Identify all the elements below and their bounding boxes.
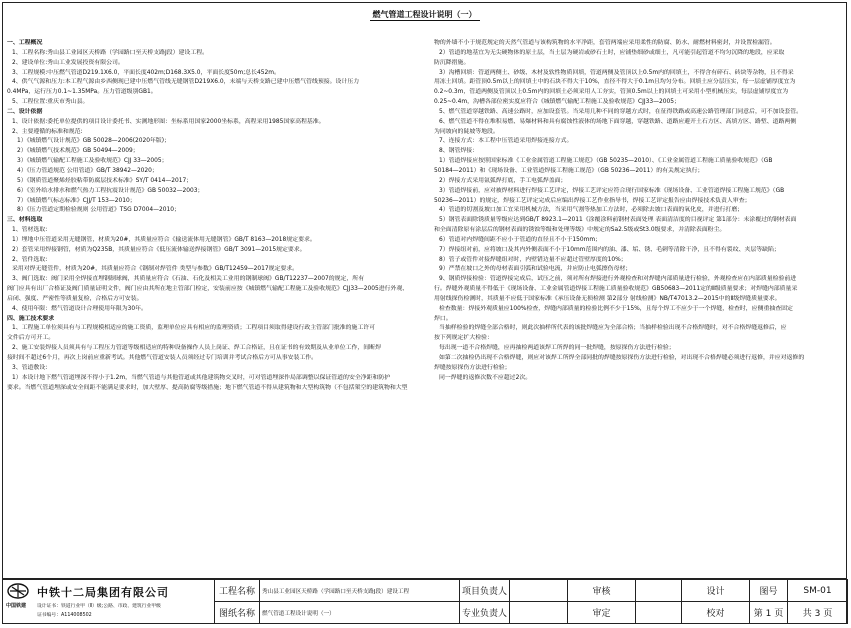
section-heading: 二、设计依据 — [7, 108, 43, 115]
text-line: 0.25~0.4m，沟槽各部位密实度应符合《城镇燃气输配工程施工及验收规范》CJJ33—2005； — [434, 99, 680, 106]
text-line: 检查数量：焊接外观质量应100%检查，焊缝内部质量的检验比例不少于15%，且每个焊工不应少于一个焊缝，检查时，应侧重抽查固定 — [439, 305, 793, 312]
text-line: 文件后方可开工。 — [7, 335, 55, 342]
text-line: 3、阀门选取：阀门采用全焊接直埋钢制球阀，其质量应符合《石油、石化及相关工业用的钢制球阀》GB/T12237—2007的规定，所有 — [12, 276, 365, 283]
project-name-value: 秀山县工业园区天桥路（学园路口至天桥支路J段）建设工程 — [260, 580, 460, 602]
text-line: 当抽样检验的焊缝全部合格时，则此次抽样所代表的该批焊缝应为全部合格；当抽样检验出现不合格焊缝时，对不合格焊缝返修后，应 — [439, 325, 787, 332]
text-line: 8）管子或管件对接焊缝组对时，内壁错边量不应超过管壁厚度的10%； — [439, 256, 627, 263]
text-line: 2）管道的地基宜为无尖硬物体的原土层，当土层为硬岩或砂石土时，应铺垫细砂或细土，凡可能引起管道不均匀沉降的地段，应采取 — [439, 49, 785, 56]
text-line: 1）《城镇燃气设计规范》GB 50028—2006(2020年版)； — [17, 138, 170, 145]
page-total: 共 3 页 — [788, 602, 848, 624]
text-line: 物的外墙不小于规范规定的天然气管道与该构筑物的水平净距，套管两端应采用柔性的防腐、防水、耐燃材料密封，并设置检漏管。 — [434, 40, 776, 46]
text-line: 阀门应具有出厂合格证及阀门质量证明文件，阀门应由其所在地主管部门检定，安装前应按《城镇燃气输配工程施工及验收规范》CJJ33—2005进行外观、 — [7, 286, 409, 293]
text-line: 50184—2011）和《现场设备、工业管道焊接工程施工规范》（GB 50236—2011）的有关规定执行； — [434, 167, 704, 174]
text-line: 行。焊缝外观质量不得低于《现场设备、工业金属管道焊接工程施工质量验收规范》GB50683—2011定的Ⅱ级质量要求；对焊缝内部质量采 — [434, 286, 798, 293]
text-line: 1）埋地中压管道采用无缝钢管，材质为20#，其质量应符合《输送流体用无缝钢管》GB/T 8163—2018规定要求。 — [12, 236, 316, 243]
review-label: 审核 — [568, 580, 636, 602]
text-line: 焊口。 — [434, 315, 452, 322]
text-line: 2）焊接方式采用氩弧焊打底，手工电弧焊盖面； — [439, 177, 567, 184]
text-line: 2、管件选取: — [12, 256, 48, 263]
text-line: 3）沟槽回填：管道两侧土、砂级、木材及软性物质回填，管道两侧及管顶以上0.5m内的回填土，不得含有碎石、砖块等杂物，且不得采 — [439, 69, 794, 76]
text-line: 3）《城镇燃气输配工程施工及验收规范》CJJ 33—2005； — [17, 158, 168, 165]
text-line: 用冻土回填。距管顶0.5m以上的回填土中的石块不得大于10%，直径不得大于0.1m且均匀分布。回填土应分层压实，每一层虚铺厚度宜为 — [434, 79, 796, 86]
section-heading: 四、施工技术要求 — [7, 315, 55, 322]
text-line: 用射线探伤检测时，其质量不应低于国家标准《承压设备无损检测 第2部分 射线检测》NB/T47013.2—2015中的Ⅱ级焊缝质量要求。 — [434, 295, 781, 302]
text-line: 2）《城镇燃气技术规范》GB 50494—2009； — [17, 148, 139, 155]
review-value — [636, 580, 682, 602]
text-line: 0.4MPa，运行压力0.1~1.35MPa。压力管道级别GB1。 — [7, 89, 157, 96]
text-line: 防沉降措施。 — [434, 59, 470, 66]
left-text-column — [7, 39, 419, 393]
text-line: 2、主要遵循的标准和规范: — [12, 128, 83, 135]
specialty-lead-label: 专业负责人 — [460, 602, 510, 624]
text-line: 4、使用年限：燃气管道设计合理使用年限为30年。 — [12, 305, 147, 312]
text-line: 3、管道敷设: — [12, 364, 48, 371]
specialty-lead-value — [510, 602, 568, 624]
text-line: 5、工程位置:重庆市秀山县。 — [12, 99, 89, 106]
section-heading: 一、工程概况 — [7, 40, 43, 46]
drawing-number: SM-01 — [788, 580, 848, 602]
company-short-name: 中国铁建 — [6, 603, 27, 609]
text-line: 4）管道的切割及坡口加工宜采用机械方法，当采用气割等热加工方法时，必须除去坡口表面的氧化皮，并进行打磨； — [439, 207, 744, 214]
text-line: 焊缝按原探伤方法进行检验； — [434, 364, 511, 371]
text-line: 要求。当燃气管道埋深或安全间距不能满足要求时，加大壁厚、提高防腐等级措施；地下燃气管道不得从建筑物和大型构筑物（不包括架空的建筑物和大型 — [7, 384, 408, 391]
text-line: 2、施工安装焊接人员须具有与工程压力管道等级相适应的特种设备操作人员上岗证、焊工合格证，且在证书的有效期及从业单位工作，间断焊 — [12, 345, 381, 352]
text-line: 接时间不超过6个月，再次上岗前应重新考试。其他燃气管道安装人员须经过专门培训并考试合格后方可从事安装工作。 — [7, 355, 318, 361]
text-line: 2）套管采用焊接钢管，材质为Q235B，其质量应符合《低压流体输送焊接钢管》GB/T 3091—2015规定要求。 — [12, 246, 306, 253]
right-text-column — [434, 39, 846, 384]
text-line: 7）《城镇燃气标志标准》CJJ/T 153—2010； — [17, 197, 136, 204]
drawing-name-value: 燃气管道工程设计说明（一） — [260, 602, 460, 624]
section-heading: 三、材料选取 — [7, 217, 43, 224]
design-label: 设计 — [682, 580, 750, 602]
text-line: 为同坡向的陡坡等地段。 — [434, 128, 499, 135]
text-line: 0.2~0.3m，管道两侧及管顶以上0.5m内的回填土必须采用人工夯实，管顶0.5m以上的回填土可采用小型机械压实，每层虚铺厚度宜为 — [434, 89, 789, 96]
text-line: 5）钢管表面除锈质量等级应达到GB/T 8923.1—2011《涂覆涂料前钢材表面处理 表面清洁度的目视评定 第1部分：未涂覆过的钢材表面 — [439, 217, 797, 224]
text-line: 4）《压力管道规范 公用管道》GB/T 38942—2020； — [17, 167, 158, 174]
text-line: 1、工程施工单位须具有与工程规模相适应的施工资质，监理单位应具有相应的监理资质；工程项目须取得建设行政主管部门批准的施工许可 — [12, 325, 376, 332]
approve-label: 审定 — [568, 602, 636, 624]
project-lead-label: 项目负责人 — [460, 580, 510, 602]
text-line: 9、钢质焊接检验：管道焊接完成后，试压之前，须对所有焊接进行外观检查和对焊缝内部质量进行检验，外观检查应在内部质量检验前进 — [439, 276, 797, 283]
design-certificate: 设计证书：铁道行业甲（Ⅱ）级;公路、市政、建筑行业甲级 — [37, 604, 161, 609]
text-line: 5、燃气管道穿越铁路、高速公路时，应加设套管。当采用几种不同的穿越方式时，在征得铁路或高速公路管理部门同意后，可不加设套管。 — [439, 108, 803, 115]
text-line: 7）焊接组对前，应将坡口及其内外侧表面不小于10mm范围内的油、漆、垢、锈、毛刺等清除干净，且不得有裂纹、夹层等缺陷； — [439, 246, 780, 253]
text-line: 采用对焊无缝管件，材质为20#，其质量应符合《钢制对焊管件 类型与参数》GB/T12459—2017规定要求。 — [12, 266, 299, 273]
text-line: 8）《压力管道定期检验规则 公用管道》TSG D7004—2010； — [17, 207, 180, 214]
text-line: 50236—2011）的规定，焊接工艺评定完成后应编出焊接工艺作业指导书，焊接工艺评定报告应由焊接技术负责人审查； — [434, 197, 751, 204]
text-line: 5）《钢质管道聚烯烃胶粘带防腐层技术标准》SY/T 0414—2017； — [17, 177, 193, 184]
text-line: 3、工程规模:中压燃气管道D219.1X6.0，平面长度402m;D168.3X5.0，平面长度50m;总长452m。 — [12, 69, 280, 76]
text-line: 1、设计依据:委托单位提供的项目设计委托书、实测地形图：坐标系用国家2000坐标系，高程采用1985国家高程基准。 — [12, 118, 325, 125]
text-line: 启闭、强度、严密性等质量复检，合格后方可安装。 — [7, 295, 143, 302]
page-number: 第 1 页 — [750, 602, 788, 624]
document-title: 燃气管道工程设计说明（一） — [3, 9, 846, 20]
text-line: 9）严禁在坡口之外的母材表面引弧和试验电流，并应防止电弧擦伤母材； — [439, 266, 632, 273]
text-line: 6）管道对内焊缝间距不应小于管道的直径且不小于150mm； — [439, 236, 601, 243]
text-line: 6）《室外给水排水和燃气热力工程抗震设计规范》GB 50032—2003； — [17, 187, 204, 194]
drawing-number-label: 图号 — [750, 580, 788, 602]
text-line: 按下列规定扩大检验： — [434, 335, 493, 342]
drawing-sheet — [2, 2, 847, 624]
drawing-name-label: 图纸名称 — [215, 602, 260, 624]
project-name-label: 工程名称 — [215, 580, 260, 602]
company-logo-icon — [7, 583, 29, 599]
text-line: 1、管材选取: — [12, 227, 48, 234]
text-line: 7、连接方式：本工程中压管道采用焊接连接方式。 — [439, 138, 573, 145]
text-line: 3）管道焊接前，应对被焊材料进行焊接工艺评定，焊接工艺评定应符合现行国家标准《现场设备、工业管道焊接工程施工规范》（GB — [439, 187, 785, 194]
text-line: 2、建设单位:秀山工业发展投资有限公司。 — [12, 59, 124, 66]
text-line: 4、供气气源和压力:本工程气源由乡西侧现已建中压燃气管线无缝钢管D219X6.0，末端与天桥支路已建中压燃气管线预接。设计压力 — [12, 79, 360, 86]
text-line: 1、工程名称:秀山县工业园区天桥路（学园路口至天桥支路J段）建设工程。 — [12, 49, 208, 56]
text-line: 8、钢管焊接： — [439, 148, 479, 155]
text-line: 如第二次抽检仍出现不合格焊缝，则应对该焊工所焊全部同批的焊缝按原探伤方法进行检验，对出现不合格焊缝必须进行返修，并应对返修的 — [439, 355, 805, 361]
text-line: 1）本设计地下燃气管道埋深不得小于1.2m，当燃气管道与其他管道或其他建筑物交叉时，可对管道埋深作局部调整以保证管道的安全净距和防护 — [12, 374, 391, 381]
text-line: 和全面清除原有涂层后的钢材表面的锈蚀等级和处理等级》中规定的Sa2.5级或St3.0级要求，并清除表面粉尘。 — [434, 227, 726, 234]
company-logo-cell — [3, 580, 215, 624]
approve-value — [636, 602, 682, 624]
text-line: 6、燃气管道不得在堆积易燃、易爆材料和具有腐蚀性液体的场地下面穿越，穿越铁路、道路应避开土石方区、高填方区、路堑、道路两侧 — [439, 118, 797, 125]
text-line: 每出现一道不合格焊缝，应再抽检两道该焊工所焊的同一批焊缝，按原探伤方法进行检验； — [439, 345, 675, 352]
project-lead-value — [510, 580, 568, 602]
text-line: 同一焊缝的返修次数不应超过2次。 — [439, 374, 532, 381]
check-label: 校对 — [682, 602, 750, 624]
company-name: 中铁十二局集团有限公司 — [37, 586, 169, 599]
text-line: 1）管道焊接应按照国家标准《工业金属管道工程施工规范》（GB 50235—2010）、《工业金属管道工程施工质量验收规范》（GB — [439, 158, 773, 165]
title-block — [2, 578, 847, 624]
certificate-number: 证书编号：A114008502 — [37, 613, 92, 618]
